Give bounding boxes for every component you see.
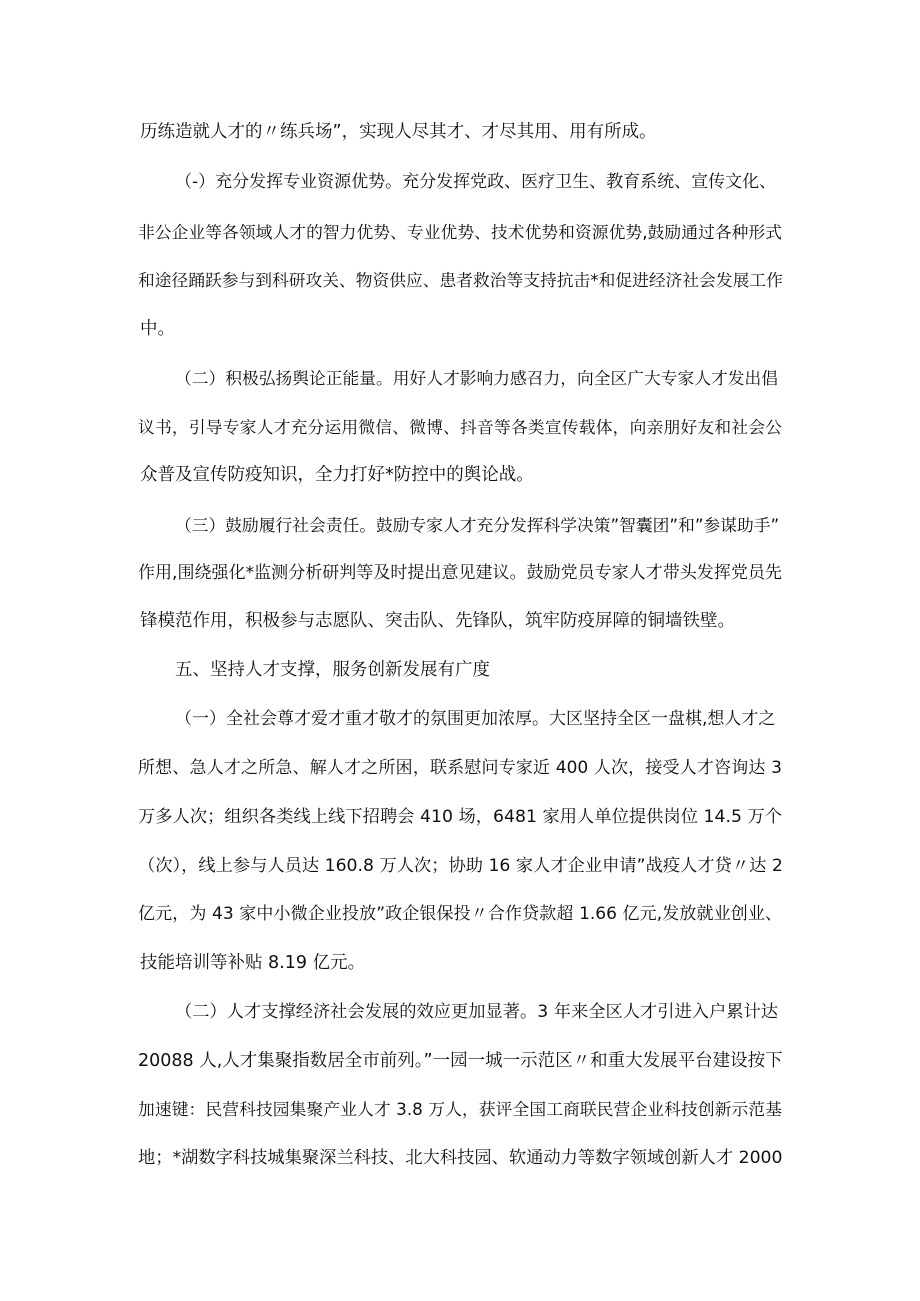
paragraph-line: （三）鼓励履行社会责任。鼓励专家人才充分发挥科学决策”智囊团”和”参谋助手” (175, 515, 780, 535)
paragraph-line: 作用,围绕强化*监测分析研判等及时提出意见建议。鼓励党员专家人才带头发挥党员先 (138, 563, 782, 583)
paragraph-line: 加速键：民营科技园集聚产业人才 3.8 万人，获评全国工商联民营企业科技创新示范基 (138, 1099, 782, 1119)
paragraph-line: 万多人次；组织各类线上线下招聘会 410 场，6481 家用人单位提供岗位 14.5 万个 (138, 807, 782, 827)
paragraph-line: 技能培训等补贴 8.19 亿元。 (140, 953, 366, 973)
paragraph-line: （-）充分发挥专业资源优势。充分发挥党政、医疗卫生、教育系统、宣传文化、 (175, 172, 777, 192)
section-heading: 五、坚持人才支撑，服务创新发展有广度 (175, 660, 490, 680)
paragraph-line: 亿元，为 43 家中小微企业投放”政企银保投〃合作贷款超 1.66 亿元,发放就业创业、 (138, 904, 782, 924)
paragraph-line: 锋模范作用，积极参与志愿队、突击队、先锋队，筑牢防疫屏障的铜墙铁壁。 (140, 611, 735, 631)
paragraph-line: （次），线上参与人员达 160.8 万人次；协助 16 家人才企业申请”战疫人才贷〃达 2 (138, 856, 783, 876)
paragraph-line: 和途径踊跃参与到科研攻关、物资供应、患者救治等支持抗击*和促进经济社会发展工作 (138, 270, 783, 290)
paragraph-line: 20088 人,人才集聚指数居全市前列。”一园一城一示范区〃和重大发展平台建设按下 (138, 1051, 783, 1071)
paragraph-line: 中。 (140, 319, 175, 339)
paragraph-line: 所想、急人才之所急、解人才之所困，联系慰问专家近 400 人次，接受人才咨询达 3 (138, 758, 782, 778)
paragraph-line: （二）人才支撑经济社会发展的效应更加显著。3 年来全区人才引进入户累计达 (175, 1002, 778, 1022)
paragraph-line: 议书，引导专家人才充分运用微信、微博、抖音等各类宣传载体，向亲朋好友和社会公 (138, 417, 782, 437)
paragraph-line: 众普及宣传防疫知识，全力打好*防控中的舆论战。 (140, 465, 534, 485)
paragraph-line: 非公企业等各领域人才的智力优势、专业优势、技术优势和资源优势,鼓励通过各种形式 (138, 222, 782, 242)
paragraph-line: 地；*湖数字科技城集聚深兰科技、北大科技园、软通动力等数字领域创新人才 2000 (138, 1148, 783, 1168)
paragraph-line: 历练造就人才的〃练兵场”，实现人尽其才、才尽其用、用有所成。 (140, 122, 657, 142)
paragraph-line: （二）积极弘扬舆论正能量。用好人才影响力感召力，向全区广大专家人才发出倡 (175, 368, 779, 388)
paragraph-line: （一）全社会尊才爱才重才敬才的氛围更加浓厚。大区坚持全区一盘棋,想人才之 (175, 709, 776, 729)
